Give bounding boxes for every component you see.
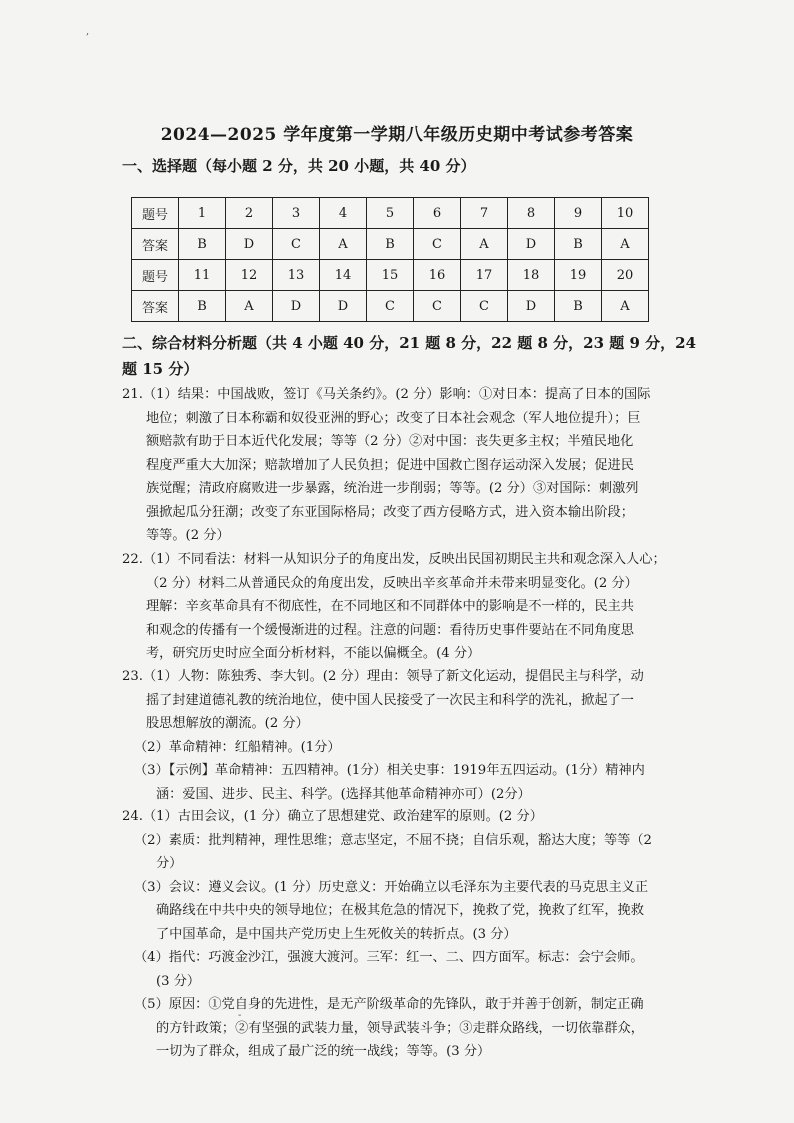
q23-line: 摇了封建道德礼教的统治地位，使中国人民接受了一次民主和科学的洗礼，掀起了一 — [146, 692, 634, 708]
question-21 — [122, 383, 650, 548]
scan-speck: - — [238, 1010, 242, 1021]
table-cell: C — [414, 229, 461, 260]
table-cell: 3 — [273, 198, 320, 229]
table-cell: 16 — [414, 260, 461, 291]
table-cell: 2 — [226, 198, 273, 229]
table-cell: A — [602, 291, 649, 322]
q24-line: (3 分） — [156, 973, 201, 989]
table-cell: 8 — [508, 198, 555, 229]
q24-line: （2）素质：批判精神，理性思维；意志坚定，不屈不挠；自信乐观，豁达大度；等等（2 — [134, 832, 652, 848]
table-row — [132, 198, 649, 229]
table-cell: A — [461, 229, 508, 260]
q22-line: 理解：辛亥革命具有不彻底性，在不同地区和不同群体中的影响是不一样的，民主共 — [146, 599, 634, 614]
section2-heading — [122, 330, 697, 382]
table-cell: 5 — [367, 198, 414, 229]
q21-line: 族觉醒；清政府腐败进一步暴露，统治进一步削弱；等等。(2 分）③对国际：刺激列 — [146, 481, 639, 496]
table-cell: D — [273, 291, 320, 322]
q23-line: 23.（1）人物：陈独秀、李大钊。(2 分）理由：领导了新文化运动，提倡民主与科学，动 — [122, 669, 644, 684]
table-cell: B — [555, 229, 602, 260]
table-cell: 10 — [602, 198, 649, 229]
table-row — [132, 260, 649, 291]
section1-heading: 一、选择题（每小题 2 分，共 20 小题，共 40 分） — [122, 157, 476, 175]
question-22 — [122, 548, 666, 666]
table-cell: C — [461, 291, 508, 322]
q22-line: 考，研究历史时应全面分析材料，不能以偏概全。(4 分） — [146, 646, 481, 661]
table-row-header: 题号 — [132, 198, 179, 229]
table-cell: 20 — [602, 260, 649, 291]
q24-line: （3）会议：遵义会议。(1 分）历史意义：开始确立以毛泽东为主要代表的马克思主义正 — [134, 879, 649, 895]
question-24 — [122, 805, 652, 1064]
table-cell: A — [320, 229, 367, 260]
table-cell: D — [226, 229, 273, 260]
table-cell: 7 — [461, 198, 508, 229]
scan-speck: , — [86, 26, 90, 37]
table-cell: 1 — [179, 198, 226, 229]
table-cell: 13 — [273, 260, 320, 291]
q23-line: 涵：爱国、进步、民主、科学。(选择其他革命精神亦可）(2分） — [156, 786, 531, 802]
q23-line: （3）【示例】革命精神：五四精神。(1分）相关史事：1919年五四运动。(1分）精神内 — [134, 763, 645, 778]
table-row-header: 答案 — [132, 291, 179, 322]
question-23 — [122, 665, 645, 806]
table-cell: A — [226, 291, 273, 322]
table-cell: 18 — [508, 260, 555, 291]
table-cell: B — [555, 291, 602, 322]
q24-line: 分） — [156, 856, 183, 871]
table-cell: 6 — [414, 198, 461, 229]
q21-line: 额赔款有助于日本近代化发展；等等（2 分）②对中国：丧失更多主权；半殖民地化 — [146, 434, 634, 449]
q22-line: 和观念的传播有一个缓慢渐进的过程。注意的问题：看待历史事件要站在不同角度思 — [146, 622, 634, 638]
q23-line: （2）革命精神：红船精神。(1分） — [134, 739, 341, 755]
page-title: 2024—2025 学年度第一学期八年级历史期中考试参考答案 — [160, 125, 634, 145]
q24-line: 一切为了群众，组成了最广泛的统一战线；等等。(3 分） — [156, 1044, 491, 1059]
table-cell: A — [602, 229, 649, 260]
table-row — [132, 229, 649, 260]
table-cell: D — [508, 291, 555, 322]
table-cell: B — [179, 229, 226, 260]
table-cell: 11 — [179, 260, 226, 291]
q24-line: 确路线在中共中央的领导地位；在极其危急的情况下，挽救了党，挽救了红军，挽救 — [156, 903, 644, 918]
table-cell: 14 — [320, 260, 367, 291]
answer-table — [131, 197, 649, 322]
table-row-header: 答案 — [132, 229, 179, 260]
q24-line: 了中国革命，是中国共产党历史上生死攸关的转折点。(3 分） — [156, 926, 517, 942]
q21-line: 地位；刺激了日本称霸和奴役亚洲的野心；改变了日本社会观念（军人地位提升）；巨 — [146, 410, 641, 426]
q21-line: 强掀起瓜分狂潮；改变了东亚国际格局；改变了西方侵略方式，进入资本输出阶段； — [146, 504, 634, 520]
table-cell: 9 — [555, 198, 602, 229]
table-row — [132, 291, 649, 322]
table-row-header: 题号 — [132, 260, 179, 291]
table-cell: 17 — [461, 260, 508, 291]
section2-heading-line2: 题 15 分） — [122, 360, 199, 378]
q22-line: （2 分）材料二从普通民众的角度出发，反映出辛亥革命并未带来明显变化。(2 分） — [146, 575, 638, 591]
table-cell: 4 — [320, 198, 367, 229]
q23-line: 股思想解放的潮流。(2 分） — [146, 716, 309, 731]
q21-line: 程度严重大大加深；赔款增加了人民负担；促进中国救亡图存运动深入发展；促进民 — [146, 457, 634, 473]
q24-line: （4）指代：巧渡金沙江，强渡大渡河。三军：红一、二、四方面军。标志：会宁会师。 — [134, 950, 644, 965]
table-cell: 19 — [555, 260, 602, 291]
table-cell: C — [273, 229, 320, 260]
q24-line: 的方针政策；②有坚强的武装力量，领导武装斗争；③走群众路线，一切依靠群众， — [156, 1020, 644, 1036]
q22-line: 22.（1）不同看法：材料一从知识分子的角度出发，反映出民国初期民主共和观念深入人心； — [122, 552, 666, 567]
q21-line: 21.（1）结果：中国战败，签订《马关条约》。(2 分）影响：①对日本：提高了日本的国际 — [122, 387, 651, 402]
table-cell: C — [414, 291, 461, 322]
table-cell: B — [179, 291, 226, 322]
q24-line: （5）原因：①党自身的先进性，是无产阶级革命的先锋队，敢于并善于创新，制定正确 — [134, 997, 644, 1012]
table-cell: B — [367, 229, 414, 260]
section2-heading-line1: 二、综合材料分析题（共 4 小题 40 分，21 题 8 分，22 题 8 分，23 题 9 分，24 — [122, 334, 697, 352]
table-cell: 15 — [367, 260, 414, 291]
q24-line: 24.（1）古田会议，(1 分）确立了思想建党、政治建军的原则。(2 分） — [122, 809, 543, 824]
table-cell: D — [508, 229, 555, 260]
table-cell: D — [320, 291, 367, 322]
q21-line: 等等。(2 分） — [146, 528, 230, 543]
table-cell: 12 — [226, 260, 273, 291]
table-cell: C — [367, 291, 414, 322]
